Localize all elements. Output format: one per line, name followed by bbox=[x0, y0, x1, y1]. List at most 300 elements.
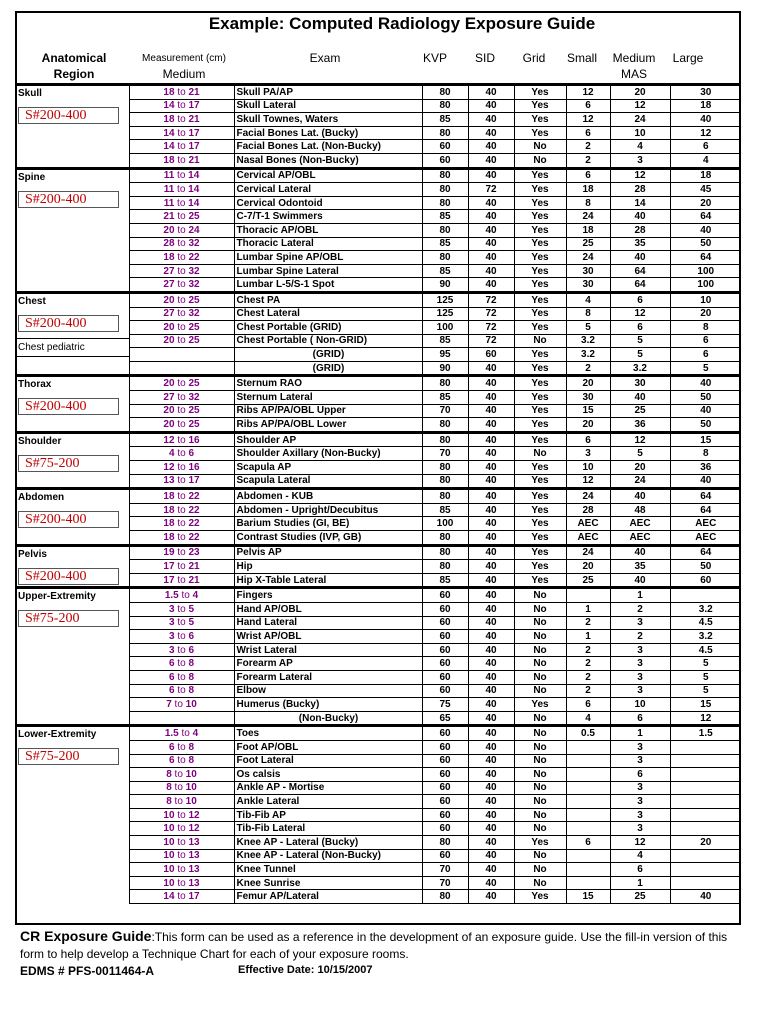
exam-cell: Nasal Bones (Non-Bucky) bbox=[234, 153, 422, 168]
large-mas-cell: 20 bbox=[670, 836, 741, 850]
exam-cell: Cervical AP/OBL bbox=[234, 168, 422, 183]
small-mas-cell bbox=[566, 754, 610, 768]
exam-cell: Shoulder AP bbox=[234, 432, 422, 447]
measurement-min: 6 bbox=[168, 685, 175, 697]
large-mas-cell: 6 bbox=[670, 140, 741, 154]
kvp-cell: 80 bbox=[422, 223, 468, 237]
measurement-to: to bbox=[177, 224, 186, 236]
measurement-cell bbox=[129, 670, 234, 684]
exam-cell: Sternum RAO bbox=[234, 376, 422, 391]
sid-cell: 40 bbox=[468, 670, 514, 684]
exam-cell: Femur AP/Lateral bbox=[234, 890, 422, 904]
kvp-cell: 80 bbox=[422, 251, 468, 265]
footer-edms: EDMS # PFS-0011464-A bbox=[20, 964, 155, 978]
measurement-max: 12 bbox=[188, 823, 200, 835]
measurement-to: to bbox=[177, 154, 186, 166]
sid-cell: 40 bbox=[468, 210, 514, 224]
footer-text: :This form can be used as a reference in the development of an exposure guide. Use the fill-in version of this form to help develop a Technique Chart for each of your exposure rooms. bbox=[20, 930, 728, 961]
measurement-min: 12 bbox=[163, 461, 175, 473]
measurement-max: 17 bbox=[188, 127, 200, 139]
measurement-max: 32 bbox=[188, 279, 200, 291]
measurement-min: 17 bbox=[163, 574, 175, 586]
measurement-cell bbox=[129, 264, 234, 278]
grid-cell: Yes bbox=[514, 461, 566, 475]
grid-cell: No bbox=[514, 140, 566, 154]
small-mas-cell bbox=[566, 849, 610, 863]
exam-cell: Lumbar L-5/S-1 Spot bbox=[234, 278, 422, 293]
medium-mas-cell: 2 bbox=[610, 630, 670, 644]
measurement-cell bbox=[129, 849, 234, 863]
kvp-cell: 60 bbox=[422, 670, 468, 684]
measurement-to: to bbox=[181, 728, 190, 740]
large-mas-cell: 5 bbox=[670, 361, 741, 376]
measurement-to: to bbox=[177, 265, 186, 277]
kvp-cell: 85 bbox=[422, 210, 468, 224]
grid-cell: Yes bbox=[514, 890, 566, 904]
large-mas-cell: 40 bbox=[670, 404, 741, 418]
grid-cell: No bbox=[514, 643, 566, 657]
sid-cell: 40 bbox=[468, 223, 514, 237]
measurement-cell bbox=[129, 863, 234, 877]
exam-cell: Knee AP - Lateral (Bucky) bbox=[234, 836, 422, 850]
measurement-cell bbox=[129, 768, 234, 782]
medium-mas-cell: 40 bbox=[610, 210, 670, 224]
region-cell bbox=[15, 432, 129, 488]
grid-cell: No bbox=[514, 588, 566, 603]
measurement-cell bbox=[129, 726, 234, 741]
sid-cell: 40 bbox=[468, 278, 514, 293]
large-mas-cell: 8 bbox=[670, 447, 741, 461]
measurement-cell bbox=[129, 560, 234, 574]
measurement-to: to bbox=[177, 419, 186, 431]
table-row bbox=[15, 545, 741, 560]
large-mas-cell: 64 bbox=[670, 210, 741, 224]
measurement-max: 22 bbox=[188, 251, 200, 263]
region-name: Chest bbox=[18, 295, 46, 307]
sid-cell: 40 bbox=[468, 822, 514, 836]
kvp-cell: 60 bbox=[422, 754, 468, 768]
sid-cell: 40 bbox=[468, 489, 514, 504]
large-mas-cell: 15 bbox=[670, 698, 741, 712]
measurement-max: 10 bbox=[185, 768, 197, 780]
kvp-cell: 80 bbox=[422, 85, 468, 100]
medium-mas-cell: 12 bbox=[610, 307, 670, 321]
sid-cell: 72 bbox=[468, 183, 514, 197]
measurement-min: 14 bbox=[163, 127, 175, 139]
kvp-cell: 60 bbox=[422, 849, 468, 863]
large-mas-cell: 20 bbox=[670, 307, 741, 321]
large-mas-cell bbox=[670, 808, 741, 822]
region-name: Thorax bbox=[18, 379, 52, 391]
small-mas-cell: 28 bbox=[566, 503, 610, 517]
small-mas-cell: 20 bbox=[566, 376, 610, 391]
exposure-table bbox=[15, 83, 741, 904]
small-mas-cell: 15 bbox=[566, 404, 610, 418]
large-mas-cell: 30 bbox=[670, 85, 741, 100]
measurement-cell bbox=[129, 447, 234, 461]
kvp-cell: 80 bbox=[422, 432, 468, 447]
grid-cell: No bbox=[514, 334, 566, 348]
exam-cell: Wrist Lateral bbox=[234, 643, 422, 657]
sid-cell: 40 bbox=[468, 545, 514, 560]
measurement-cell bbox=[129, 361, 234, 376]
grid-cell: Yes bbox=[514, 223, 566, 237]
sid-cell: 40 bbox=[468, 849, 514, 863]
sid-cell: 40 bbox=[468, 602, 514, 616]
measurement-cell bbox=[129, 643, 234, 657]
medium-mas-cell: 25 bbox=[610, 404, 670, 418]
small-mas-cell: 4 bbox=[566, 711, 610, 726]
measurement-max: 21 bbox=[188, 86, 200, 98]
medium-mas-cell: 3 bbox=[610, 822, 670, 836]
measurement-to: to bbox=[177, 378, 186, 390]
measurement-min: 20 bbox=[163, 378, 175, 390]
large-mas-cell: 50 bbox=[670, 418, 741, 433]
kvp-cell: 80 bbox=[422, 545, 468, 560]
measurement-min: 20 bbox=[163, 224, 175, 236]
exam-cell: Hand Lateral bbox=[234, 616, 422, 630]
measurement-to: to bbox=[177, 560, 186, 572]
region-name: Shoulder bbox=[18, 435, 62, 447]
measurement-max: 23 bbox=[188, 547, 200, 559]
small-mas-cell bbox=[566, 795, 610, 809]
measurement-cell bbox=[129, 489, 234, 504]
measurement-max: 14 bbox=[188, 170, 200, 182]
kvp-cell: 80 bbox=[422, 474, 468, 489]
region-name: Abdomen bbox=[18, 492, 65, 504]
small-mas-cell: 12 bbox=[566, 85, 610, 100]
measurement-max: 32 bbox=[188, 391, 200, 403]
measurement-min: 8 bbox=[166, 796, 172, 808]
medium-mas-cell: 5 bbox=[610, 447, 670, 461]
sid-cell: 40 bbox=[468, 376, 514, 391]
measurement-cell bbox=[129, 278, 234, 293]
measurement-cell bbox=[129, 573, 234, 588]
measurement-max: 10 bbox=[185, 782, 197, 794]
large-mas-cell: 20 bbox=[670, 196, 741, 210]
medium-mas-cell: 30 bbox=[610, 376, 670, 391]
small-mas-cell: 25 bbox=[566, 237, 610, 251]
measurement-min: 8 bbox=[166, 782, 172, 794]
exam-cell: Hand AP/OBL bbox=[234, 602, 422, 616]
grid-cell: Yes bbox=[514, 264, 566, 278]
sid-cell: 40 bbox=[468, 264, 514, 278]
kvp-cell: 80 bbox=[422, 461, 468, 475]
measurement-max: 17 bbox=[188, 141, 200, 153]
small-mas-cell: 6 bbox=[566, 168, 610, 183]
measurement-min: 10 bbox=[163, 850, 175, 862]
small-mas-cell: AEC bbox=[566, 531, 610, 546]
large-mas-cell: 4 bbox=[670, 153, 741, 168]
measurement-max: 10 bbox=[185, 796, 197, 808]
measurement-to: to bbox=[177, 113, 186, 125]
measurement-min: 18 bbox=[163, 504, 175, 516]
header-large: Large bbox=[672, 51, 704, 65]
exam-cell: Lumbar Spine AP/OBL bbox=[234, 251, 422, 265]
measurement-max: 21 bbox=[188, 154, 200, 166]
sid-cell: 40 bbox=[468, 361, 514, 376]
measurement-max: 17 bbox=[188, 475, 200, 487]
medium-mas-cell: 5 bbox=[610, 348, 670, 362]
medium-mas-cell: 3 bbox=[610, 795, 670, 809]
large-mas-cell: 50 bbox=[670, 237, 741, 251]
measurement-max: 25 bbox=[188, 419, 200, 431]
kvp-cell: 70 bbox=[422, 863, 468, 877]
sid-cell: 40 bbox=[468, 196, 514, 210]
table-row bbox=[15, 588, 741, 603]
sid-cell: 40 bbox=[468, 517, 514, 531]
measurement-cell bbox=[129, 292, 234, 307]
medium-mas-cell: AEC bbox=[610, 517, 670, 531]
measurement-min: 20 bbox=[163, 321, 175, 333]
measurement-to: to bbox=[177, 279, 186, 291]
grid-cell: Yes bbox=[514, 321, 566, 335]
sid-cell: 60 bbox=[468, 348, 514, 362]
measurement-cell bbox=[129, 321, 234, 335]
small-mas-cell: 6 bbox=[566, 836, 610, 850]
measurement-max: 22 bbox=[188, 504, 200, 516]
region-cell bbox=[15, 545, 129, 588]
measurement-min: 20 bbox=[163, 294, 175, 306]
grid-cell: No bbox=[514, 602, 566, 616]
small-mas-cell: AEC bbox=[566, 517, 610, 531]
grid-cell: Yes bbox=[514, 517, 566, 531]
footer-heading: CR Exposure Guide bbox=[20, 928, 152, 944]
measurement-min: 27 bbox=[163, 308, 175, 320]
exam-cell: Knee Sunrise bbox=[234, 876, 422, 890]
small-mas-cell bbox=[566, 768, 610, 782]
small-mas-cell: 24 bbox=[566, 545, 610, 560]
medium-mas-cell: 40 bbox=[610, 489, 670, 504]
header-region: Anatomical Region bbox=[41, 51, 107, 81]
large-mas-cell: 4.5 bbox=[670, 616, 741, 630]
grid-cell: Yes bbox=[514, 361, 566, 376]
measurement-cell bbox=[129, 153, 234, 168]
measurement-to: to bbox=[177, 238, 186, 250]
medium-mas-cell: 64 bbox=[610, 264, 670, 278]
sid-cell: 40 bbox=[468, 153, 514, 168]
kvp-cell: 85 bbox=[422, 264, 468, 278]
kvp-cell: 85 bbox=[422, 113, 468, 127]
kvp-cell: 80 bbox=[422, 99, 468, 113]
region-cell bbox=[15, 376, 129, 432]
measurement-to: to bbox=[177, 809, 186, 821]
measurement-min: 10 bbox=[163, 823, 175, 835]
s-number-box: S#200-400 bbox=[18, 315, 119, 332]
sid-cell: 72 bbox=[468, 334, 514, 348]
sid-cell: 40 bbox=[468, 836, 514, 850]
medium-mas-cell: 3 bbox=[610, 616, 670, 630]
exam-cell: Facial Bones Lat. (Bucky) bbox=[234, 126, 422, 140]
measurement-max: 10 bbox=[185, 698, 197, 710]
large-mas-cell: 6 bbox=[670, 334, 741, 348]
large-mas-cell: 15 bbox=[670, 432, 741, 447]
sid-cell: 40 bbox=[468, 391, 514, 405]
measurement-min: 27 bbox=[163, 279, 175, 291]
grid-cell: Yes bbox=[514, 348, 566, 362]
small-mas-cell: 3.2 bbox=[566, 334, 610, 348]
measurement-to: to bbox=[177, 321, 186, 333]
measurement-cell bbox=[129, 808, 234, 822]
medium-mas-cell: 6 bbox=[610, 321, 670, 335]
exam-cell: Skull Townes, Waters bbox=[234, 113, 422, 127]
s-number-box: S#200-400 bbox=[18, 398, 119, 415]
grid-cell: Yes bbox=[514, 404, 566, 418]
measurement-max: 12 bbox=[188, 809, 200, 821]
medium-mas-cell: 64 bbox=[610, 278, 670, 293]
grid-cell: Yes bbox=[514, 292, 566, 307]
sid-cell: 40 bbox=[468, 418, 514, 433]
medium-mas-cell: 3 bbox=[610, 781, 670, 795]
sid-cell: 40 bbox=[468, 754, 514, 768]
exam-cell: Scapula Lateral bbox=[234, 474, 422, 489]
medium-mas-cell: 36 bbox=[610, 418, 670, 433]
medium-mas-cell: 14 bbox=[610, 196, 670, 210]
measurement-to: to bbox=[177, 850, 186, 862]
small-mas-cell bbox=[566, 740, 610, 754]
measurement-min: 10 bbox=[163, 877, 175, 889]
exam-cell: (GRID) bbox=[234, 361, 422, 376]
medium-mas-cell: 1 bbox=[610, 588, 670, 603]
s-number-box: S#75-200 bbox=[18, 748, 119, 765]
measurement-max: 25 bbox=[188, 294, 200, 306]
measurement-to: to bbox=[177, 603, 186, 615]
measurement-max: 32 bbox=[188, 308, 200, 320]
sid-cell: 72 bbox=[468, 292, 514, 307]
grid-cell: Yes bbox=[514, 85, 566, 100]
grid-cell: Yes bbox=[514, 237, 566, 251]
measurement-min: 20 bbox=[163, 405, 175, 417]
medium-mas-cell: 40 bbox=[610, 391, 670, 405]
grid-cell: Yes bbox=[514, 531, 566, 546]
measurement-to: to bbox=[177, 475, 186, 487]
medium-mas-cell: 40 bbox=[610, 251, 670, 265]
small-mas-cell: 6 bbox=[566, 126, 610, 140]
kvp-cell: 60 bbox=[422, 643, 468, 657]
header-exam: Exam bbox=[309, 51, 341, 65]
measurement-cell bbox=[129, 210, 234, 224]
measurement-cell bbox=[129, 237, 234, 251]
large-mas-cell: 40 bbox=[670, 223, 741, 237]
small-mas-cell bbox=[566, 808, 610, 822]
measurement-cell bbox=[129, 168, 234, 183]
kvp-cell: 85 bbox=[422, 503, 468, 517]
measurement-min: 11 bbox=[163, 170, 175, 182]
exam-cell: Hip bbox=[234, 560, 422, 574]
measurement-to: to bbox=[177, 836, 186, 848]
sid-cell: 40 bbox=[468, 404, 514, 418]
medium-mas-cell: 3 bbox=[610, 808, 670, 822]
measurement-to: to bbox=[177, 448, 186, 460]
small-mas-cell: 6 bbox=[566, 698, 610, 712]
sid-cell: 40 bbox=[468, 85, 514, 100]
small-mas-cell: 8 bbox=[566, 196, 610, 210]
exam-cell: Forearm AP bbox=[234, 657, 422, 671]
grid-cell: Yes bbox=[514, 99, 566, 113]
large-mas-cell: 64 bbox=[670, 489, 741, 504]
grid-cell: Yes bbox=[514, 560, 566, 574]
grid-cell: Yes bbox=[514, 307, 566, 321]
exam-cell: Ankle Lateral bbox=[234, 795, 422, 809]
medium-mas-cell: 24 bbox=[610, 113, 670, 127]
grid-cell: Yes bbox=[514, 251, 566, 265]
measurement-max: 6 bbox=[188, 448, 195, 460]
grid-cell: No bbox=[514, 711, 566, 726]
kvp-cell: 95 bbox=[422, 348, 468, 362]
measurement-cell bbox=[129, 588, 234, 603]
measurement-to: to bbox=[177, 211, 186, 223]
s-number-box: S#75-200 bbox=[18, 455, 119, 472]
measurement-min: 11 bbox=[163, 183, 175, 195]
medium-mas-cell: 3.2 bbox=[610, 361, 670, 376]
kvp-cell: 60 bbox=[422, 630, 468, 644]
kvp-cell: 65 bbox=[422, 711, 468, 726]
medium-mas-cell: 6 bbox=[610, 711, 670, 726]
grid-cell: No bbox=[514, 876, 566, 890]
exam-cell: Forearm Lateral bbox=[234, 670, 422, 684]
measurement-min: 13 bbox=[163, 475, 175, 487]
measurement-cell bbox=[129, 474, 234, 489]
table-row bbox=[15, 292, 741, 307]
measurement-cell bbox=[129, 822, 234, 836]
medium-mas-cell: 3 bbox=[610, 657, 670, 671]
measurement-cell bbox=[129, 684, 234, 698]
measurement-cell bbox=[129, 140, 234, 154]
measurement-min: 14 bbox=[163, 141, 175, 153]
kvp-cell: 80 bbox=[422, 126, 468, 140]
medium-mas-cell: 24 bbox=[610, 474, 670, 489]
measurement-cell bbox=[129, 781, 234, 795]
grid-cell: Yes bbox=[514, 196, 566, 210]
exam-cell: Abdomen - Upright/Decubitus bbox=[234, 503, 422, 517]
measurement-to: to bbox=[177, 658, 186, 670]
exam-cell: (GRID) bbox=[234, 348, 422, 362]
grid-cell: No bbox=[514, 447, 566, 461]
medium-mas-cell: 6 bbox=[610, 768, 670, 782]
small-mas-cell: 0.5 bbox=[566, 726, 610, 741]
measurement-cell bbox=[129, 223, 234, 237]
measurement-to: to bbox=[177, 183, 186, 195]
large-mas-cell: 3.2 bbox=[670, 602, 741, 616]
exam-cell: Abdomen - KUB bbox=[234, 489, 422, 504]
medium-mas-cell: 12 bbox=[610, 168, 670, 183]
measurement-min: 3 bbox=[168, 603, 175, 615]
grid-cell: Yes bbox=[514, 489, 566, 504]
measurement-min: 3 bbox=[168, 630, 175, 642]
measurement-to: to bbox=[177, 671, 186, 683]
large-mas-cell: 12 bbox=[670, 126, 741, 140]
measurement-cell bbox=[129, 531, 234, 546]
kvp-cell: 60 bbox=[422, 781, 468, 795]
kvp-cell: 85 bbox=[422, 391, 468, 405]
measurement-to: to bbox=[177, 823, 186, 835]
medium-mas-cell: AEC bbox=[610, 531, 670, 546]
medium-mas-cell: 1 bbox=[610, 876, 670, 890]
measurement-to: to bbox=[177, 685, 186, 697]
grid-cell: No bbox=[514, 670, 566, 684]
measurement-to: to bbox=[174, 698, 183, 710]
kvp-cell: 60 bbox=[422, 822, 468, 836]
sid-cell: 40 bbox=[468, 531, 514, 546]
small-mas-cell: 2 bbox=[566, 153, 610, 168]
kvp-cell: 60 bbox=[422, 684, 468, 698]
large-mas-cell: 40 bbox=[670, 890, 741, 904]
large-mas-cell: 50 bbox=[670, 391, 741, 405]
exam-cell: (Non-Bucky) bbox=[234, 711, 422, 726]
region-name: Lower-Extremity bbox=[18, 729, 97, 741]
measurement-to: to bbox=[177, 574, 186, 586]
large-mas-cell: 6 bbox=[670, 348, 741, 362]
